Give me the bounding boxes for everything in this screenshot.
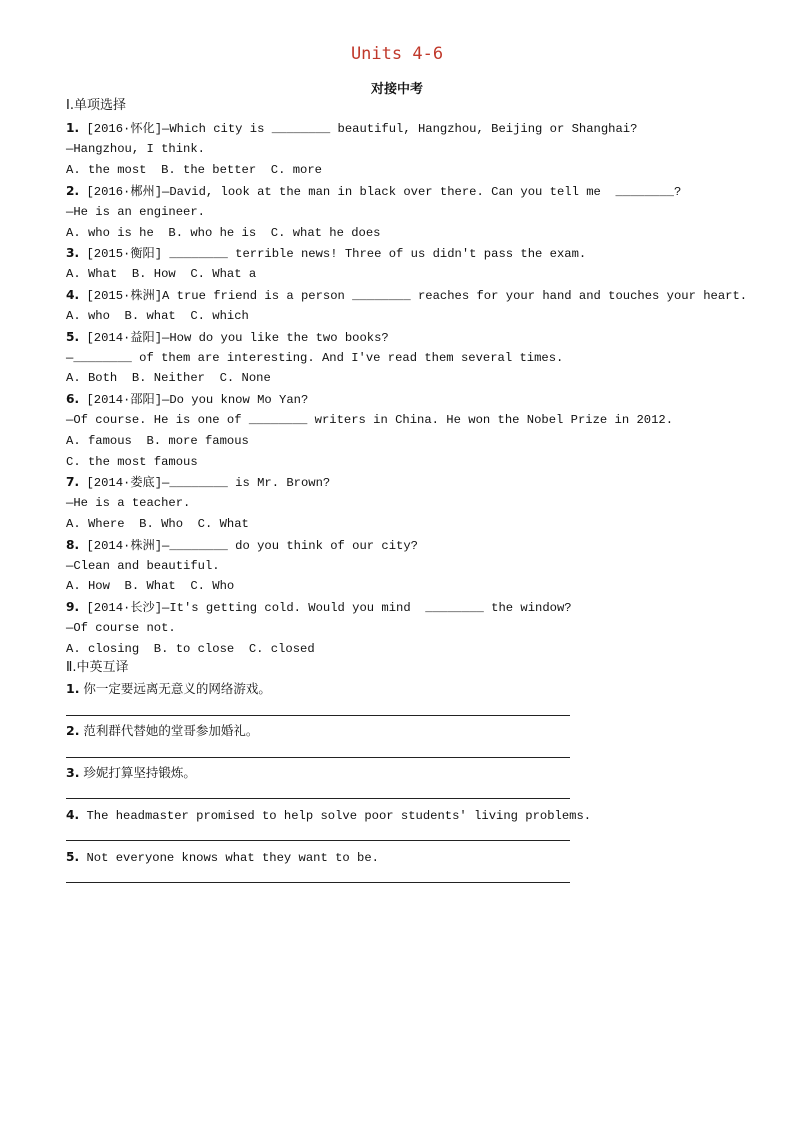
question-4-options: A. who B. what C. which [66,309,249,323]
answer-line-3[interactable] [66,798,570,799]
question-number: 6. [66,392,80,406]
question-5 [66,330,389,345]
question-5-reply: —________ of them are interesting. And I've read them several times. [66,351,564,365]
question-number: 4. [66,288,80,302]
question-1-reply: —Hangzhou, I think. [66,142,205,156]
answer-line-1[interactable] [66,715,570,716]
question-4 [66,288,747,303]
question-number: 8. [66,538,80,552]
translation-text: 范利群代替她的堂哥参加婚礼。 [79,723,259,738]
question-9-reply: —Of course not. [66,621,176,635]
question-2 [66,184,681,199]
translation-text: Not everyone knows what they want to be. [79,851,379,865]
question-6-options-line1: A. famous B. more famous [66,434,249,448]
question-text: [2015·株洲]A true friend is a person ________ reaches for your hand and touches your heart. [79,289,748,303]
question-6-reply: —Of course. He is one of ________ writers in China. He won the Nobel Prize in 2012. [66,413,674,427]
translation-number: 4. [66,808,80,822]
translation-number: 2. [66,723,80,738]
answer-line-5[interactable] [66,882,570,883]
question-text: [2016·怀化]—Which city is ________ beautiful, Hangzhou, Beijing or Shanghai? [79,122,638,136]
translation-number: 1. [66,681,80,696]
translation-4 [66,808,591,823]
translation-text: 珍妮打算坚持锻炼。 [79,765,196,780]
translation-2 [66,724,258,738]
question-6-options-line2: C. the most famous [66,455,198,469]
question-8-options: A. How B. What C. Who [66,579,235,593]
section-heading-2: Ⅱ.中英互译 [66,660,129,675]
question-5-options: A. Both B. Neither C. None [66,371,271,385]
question-text: [2014·株洲]—________ do you think of our city? [79,539,418,553]
translation-5 [66,850,379,865]
question-number: 1. [66,121,80,135]
answer-line-2[interactable] [66,757,570,758]
translation-text: 你一定要远离无意义的网络游戏。 [79,681,271,696]
question-text: [2015·衡阳] ________ terrible news! Three of us didn't pass the exam. [79,247,587,261]
question-3 [66,246,586,261]
question-2-options: A. who is he B. who he is C. what he does [66,226,381,240]
question-6 [66,392,308,407]
translation-number: 5. [66,850,80,864]
question-9 [66,600,572,615]
question-8-reply: —Clean and beautiful. [66,559,220,573]
section-heading-1: Ⅰ.单项选择 [66,98,126,113]
question-text: [2014·益阳]—How do you like the two books? [79,331,389,345]
question-number: 9. [66,600,80,614]
question-8 [66,538,418,553]
page-title: Units 4-6 [350,44,444,64]
question-number: 7. [66,475,80,489]
question-7-options: A. Where B. Who C. What [66,517,249,531]
translation-number: 3. [66,765,80,780]
question-7 [66,475,330,490]
question-text: [2014·娄底]—________ is Mr. Brown? [79,476,331,490]
answer-line-4[interactable] [66,840,570,841]
question-9-options: A. closing B. to close C. closed [66,642,315,656]
translation-text: The headmaster promised to help solve poor students' living problems. [79,809,592,823]
question-number: 5. [66,330,80,344]
page-subtitle: 对接中考 [370,82,423,97]
question-number: 3. [66,246,80,260]
question-1 [66,121,637,136]
question-1-options: A. the most B. the better C. more [66,163,322,177]
translation-3 [66,766,196,780]
question-text: [2014·长沙]—It's getting cold. Would you mind ________ the window? [79,601,572,615]
translation-1 [66,682,271,696]
question-2-reply: —He is an engineer. [66,205,205,219]
question-number: 2. [66,184,80,198]
question-3-options: A. What B. How C. What a [66,267,257,281]
question-7-reply: —He is a teacher. [66,496,191,510]
question-text: [2014·邵阳]—Do you know Mo Yan? [79,393,309,407]
question-text: [2016·郴州]—David, look at the man in black over there. Can you tell me ________? [79,185,682,199]
